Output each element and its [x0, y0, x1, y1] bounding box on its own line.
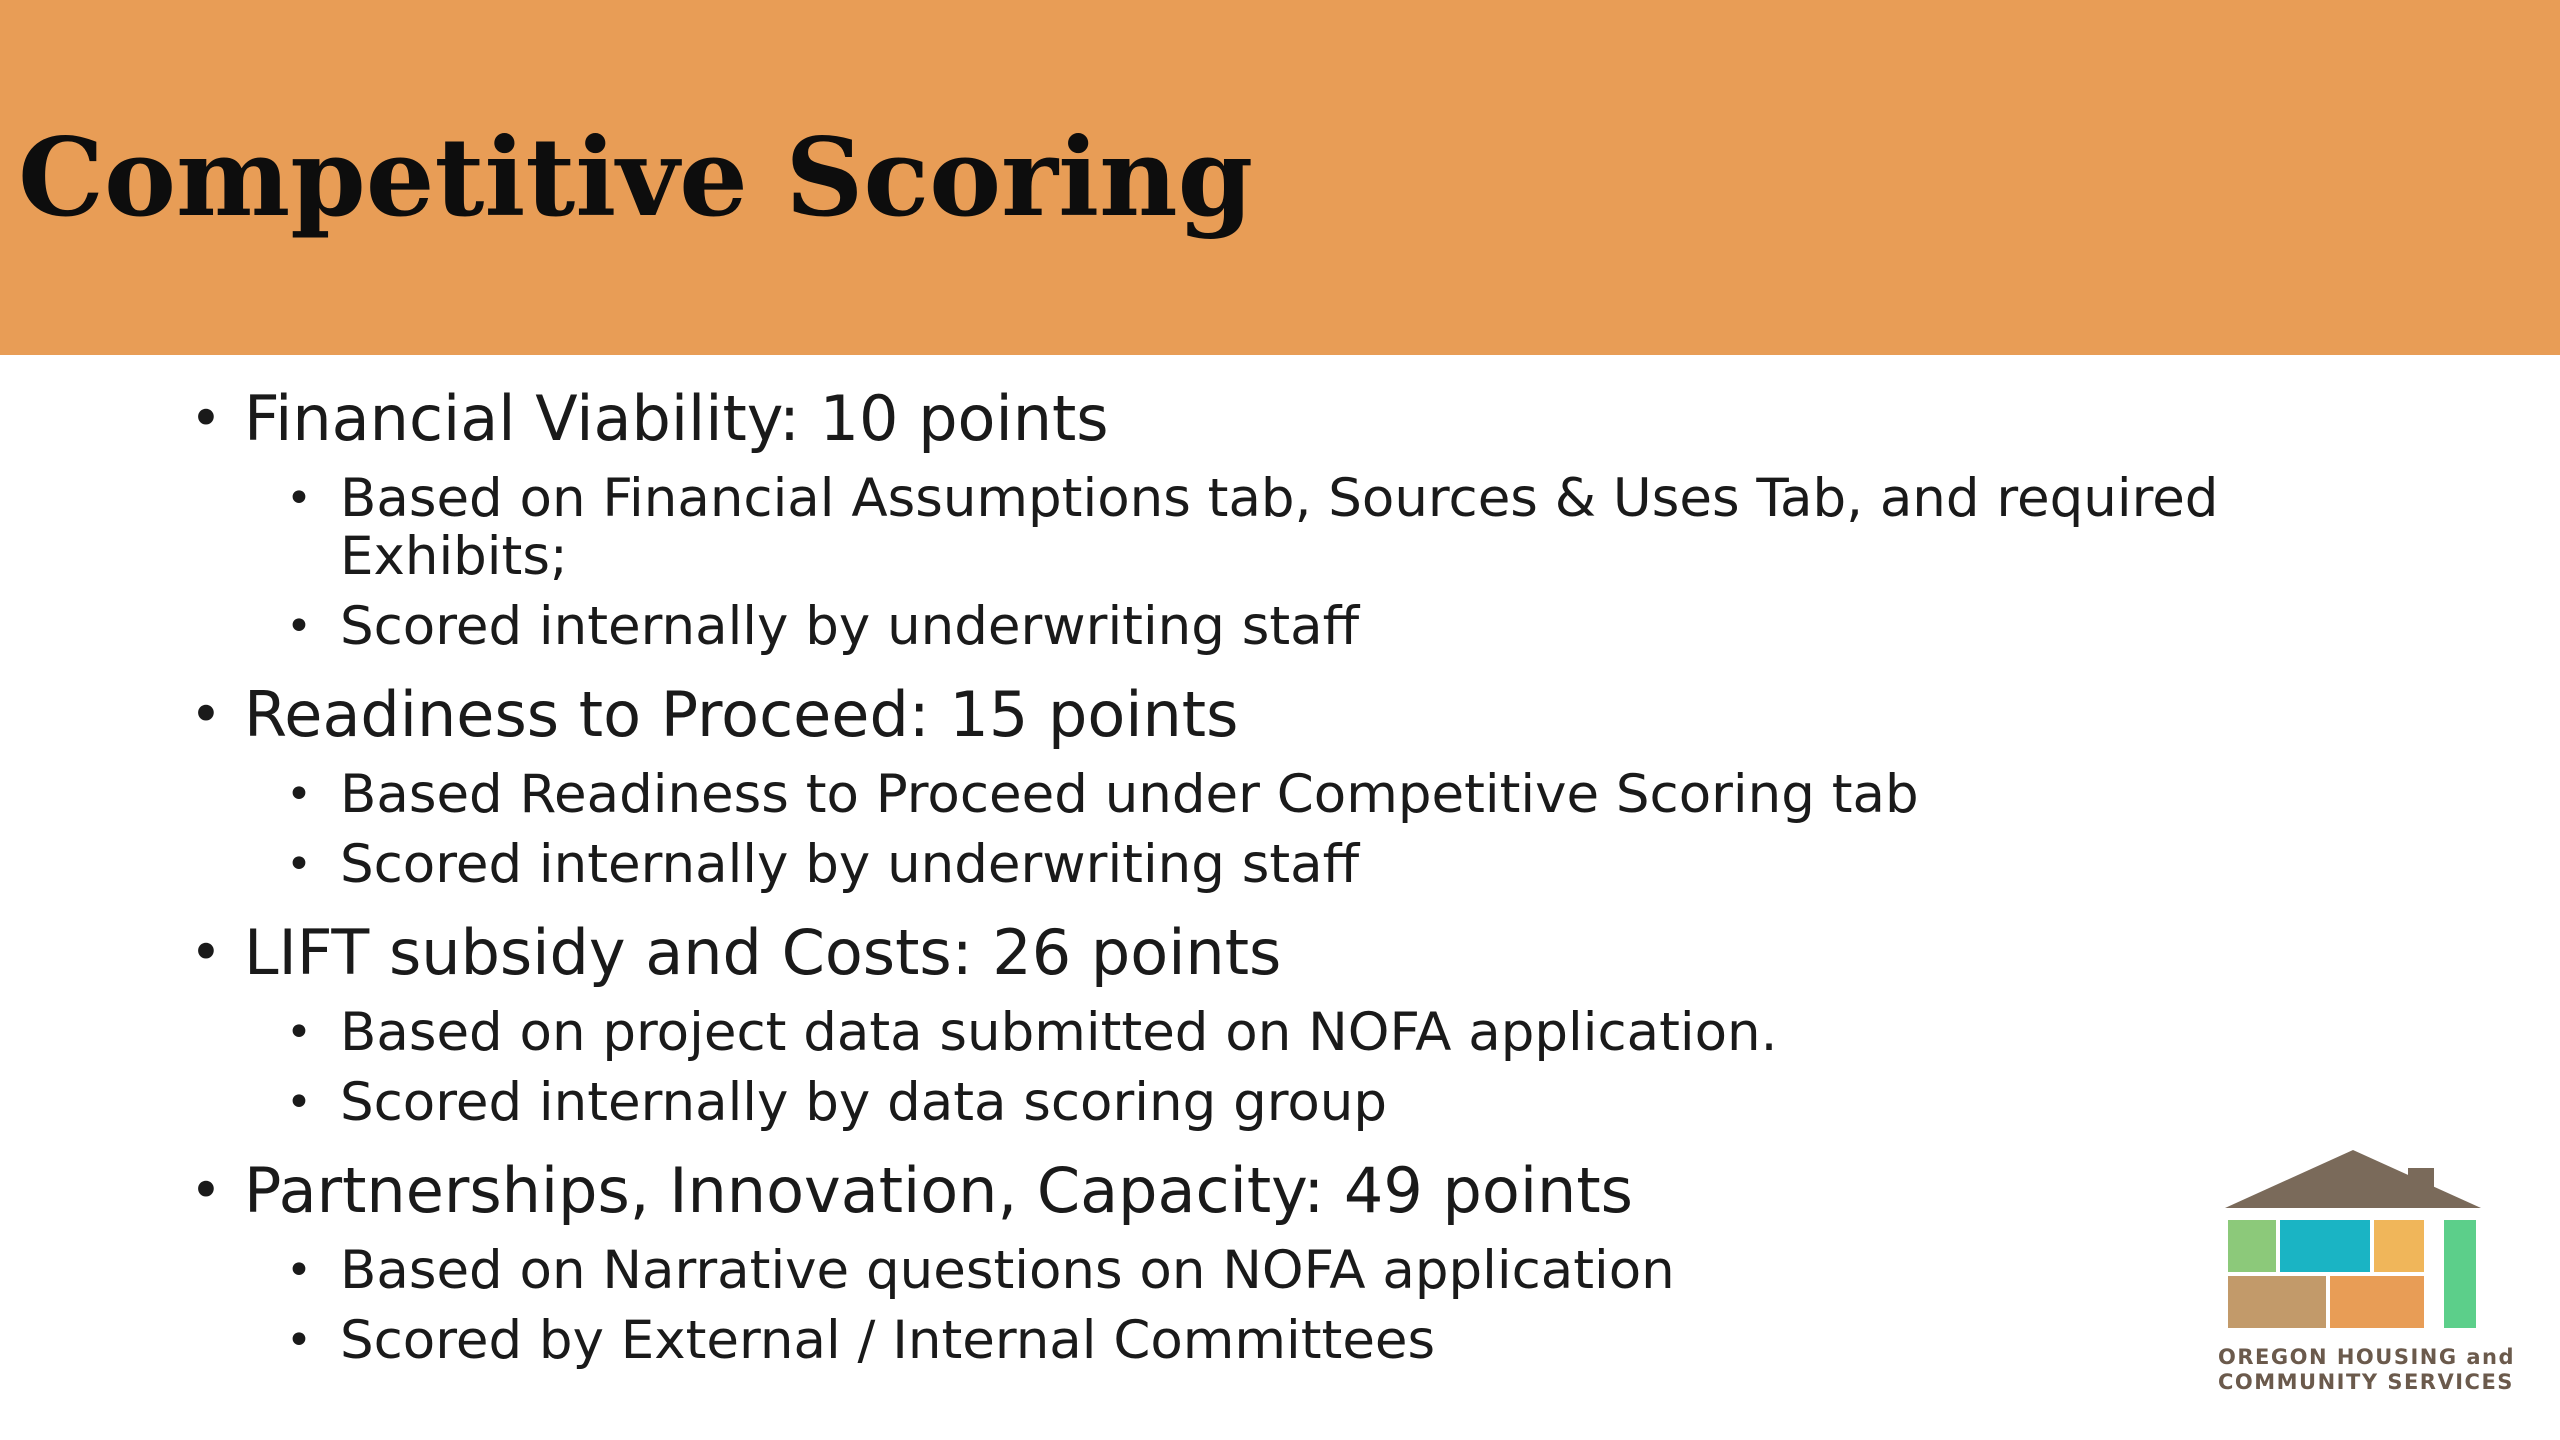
slide-content [190, 380, 2370, 1370]
sub-bullet-text: • Based on Financial Assumptions tab, Sources & Uses Tab, and required Exhibits; [340, 468, 2219, 587]
sub-bullet-text: • Scored internally by underwriting staff [340, 596, 1360, 657]
sub-bullet-item [286, 1312, 2370, 1370]
sub-bullet-item [286, 598, 2370, 656]
bullet-item-lift-subsidy [190, 914, 2370, 1132]
sub-bullet-text: • Based on Narrative questions on NOFA application [340, 1240, 1675, 1301]
sub-bullet-item [286, 1004, 2370, 1062]
logo-line-1: OREGON HOUSING and [2218, 1345, 2516, 1369]
sub-bullet-text: • Scored internally by data scoring group [340, 1072, 1388, 1133]
bullet-label: • LIFT subsidy and Costs: 26 points [244, 916, 1282, 989]
sub-bullet-list [244, 470, 2370, 656]
sub-bullet-item [286, 1242, 2370, 1300]
bullet-item-partnerships [190, 1152, 2370, 1370]
sub-bullet-item [286, 470, 2370, 586]
bullet-label: • Financial Viability: 10 points [244, 382, 1109, 455]
sub-bullet-text: • Based on project data submitted on NOFA application. [340, 1002, 1778, 1063]
sub-bullet-list [244, 1242, 2370, 1370]
sub-bullet-text: • Scored by External / Internal Committees [340, 1310, 1436, 1371]
logo-line-2: COMMUNITY SERVICES [2218, 1370, 2514, 1394]
sub-bullet-text: • Scored internally by underwriting staff [340, 834, 1360, 895]
sub-bullet-text: • Based Readiness to Proceed under Competitive Scoring tab [340, 764, 1919, 825]
sub-bullet-item [286, 766, 2370, 824]
bullet-item-readiness-to-proceed [190, 676, 2370, 894]
ohcs-logo [2218, 1140, 2516, 1400]
bullet-label: • Readiness to Proceed: 15 points [244, 678, 1239, 751]
sub-bullet-list [244, 1004, 2370, 1132]
house-logo-icon [2218, 1140, 2488, 1340]
header-band [0, 0, 2560, 355]
sub-bullet-item [286, 836, 2370, 894]
bullet-list [190, 380, 2370, 1370]
sub-bullet-item [286, 1074, 2370, 1132]
slide-title: Competitive Scoring [18, 115, 1254, 241]
logo-wordmark [2218, 1345, 2516, 1395]
sub-bullet-list [244, 766, 2370, 894]
bullet-item-financial-viability [190, 380, 2370, 656]
bullet-label: • Partnerships, Innovation, Capacity: 49 points [244, 1154, 1633, 1227]
